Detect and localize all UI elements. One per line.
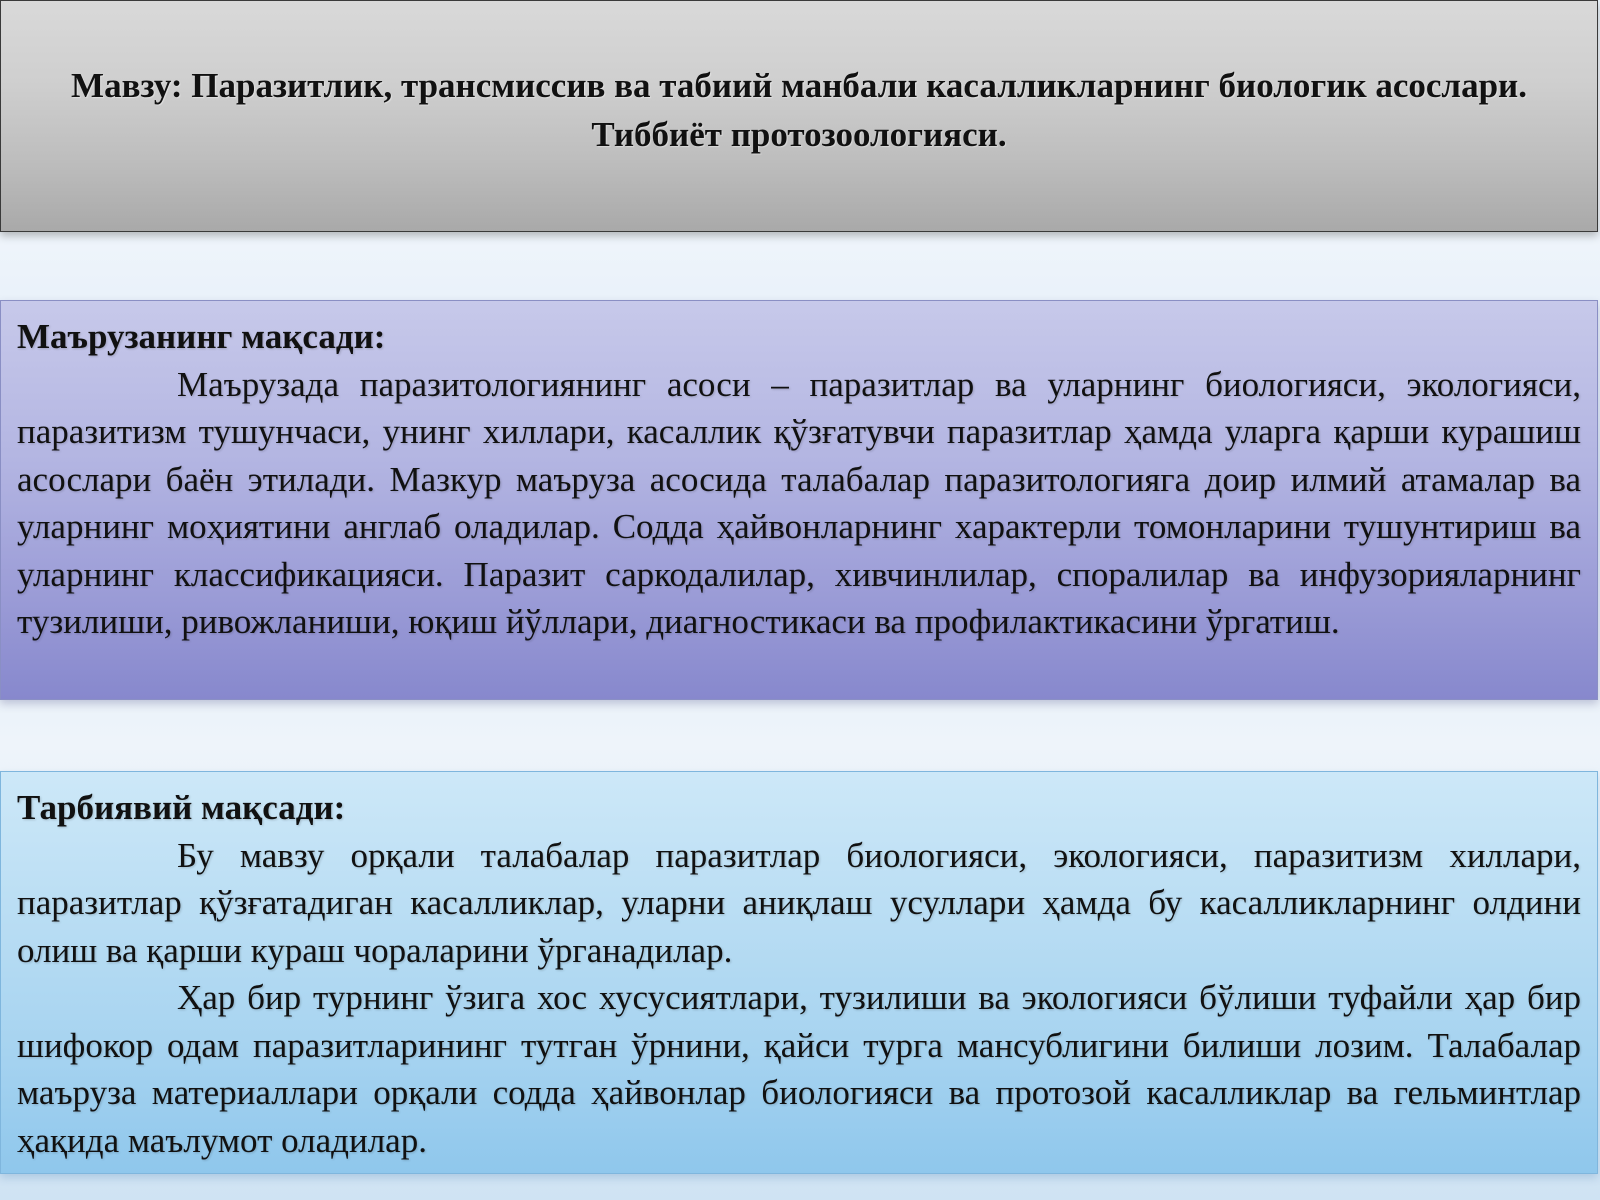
educational-goal-panel	[0, 771, 1598, 1174]
lecture-goal-panel	[0, 300, 1598, 700]
lecture-goal-heading: Маърузанинг мақсади:	[17, 317, 386, 356]
educational-goal-paragraph-1: Бу мавзу орқали талабалар паразитлар биологияси, экологияси, паразитизм хиллари, паразитлар қўзғатадиган касалликлар, уларни аниқлаш усуллари ҳамда бу касалликларнинг олдини олиш ва қарши кураш чораларини ўрганадилар.	[17, 835, 1581, 970]
educational-goal-heading: Тарбиявий мақсади:	[17, 788, 346, 827]
title-banner	[0, 0, 1598, 232]
lecture-goal-paragraph: Маърузада паразитологиянинг асоси – паразитлар ва уларнинг биологияси, экологияси, паразитизм тушунчаси, унинг хиллари, касаллик қўзғатувчи паразитлар ҳамда уларга қарши курашиш асослари баён этилади. Мазкур маъруза асосида талабалар паразитологияга доир илмий атамалар ва уларнинг моҳиятини англаб оладилар. Содда ҳайвонларнинг характерли томонларини тушунтириш ва уларнинг классификацияси. Паразит саркодалилар, хивчинлилар, споралилар ва инфузорияларнинг тузилиши, ривожланиши, юқиш йўллари, диагностикаси ва профилактикасини ўргатиш.	[17, 364, 1581, 641]
educational-goal-paragraph-2: Ҳар бир турнинг ўзига хос хусусиятлари, тузилиши ва экологияси бўлиши туфайли ҳар бир шифокор одам паразитларининг тутган ўрнини, қайси турга мансублигини билиши лозим. Талабалар маъруза материаллари орқали содда ҳайвонлар биологияси ва протозой касалликлар ва гельминтлар ҳақида маълумот оладилар.	[17, 978, 1581, 1160]
slide-title: Мавзу: Паразитлик, трансмиссив ва табиий манбали касалликларнинг биологик асослари. Тиббиёт протозоологияси.	[71, 66, 1527, 154]
